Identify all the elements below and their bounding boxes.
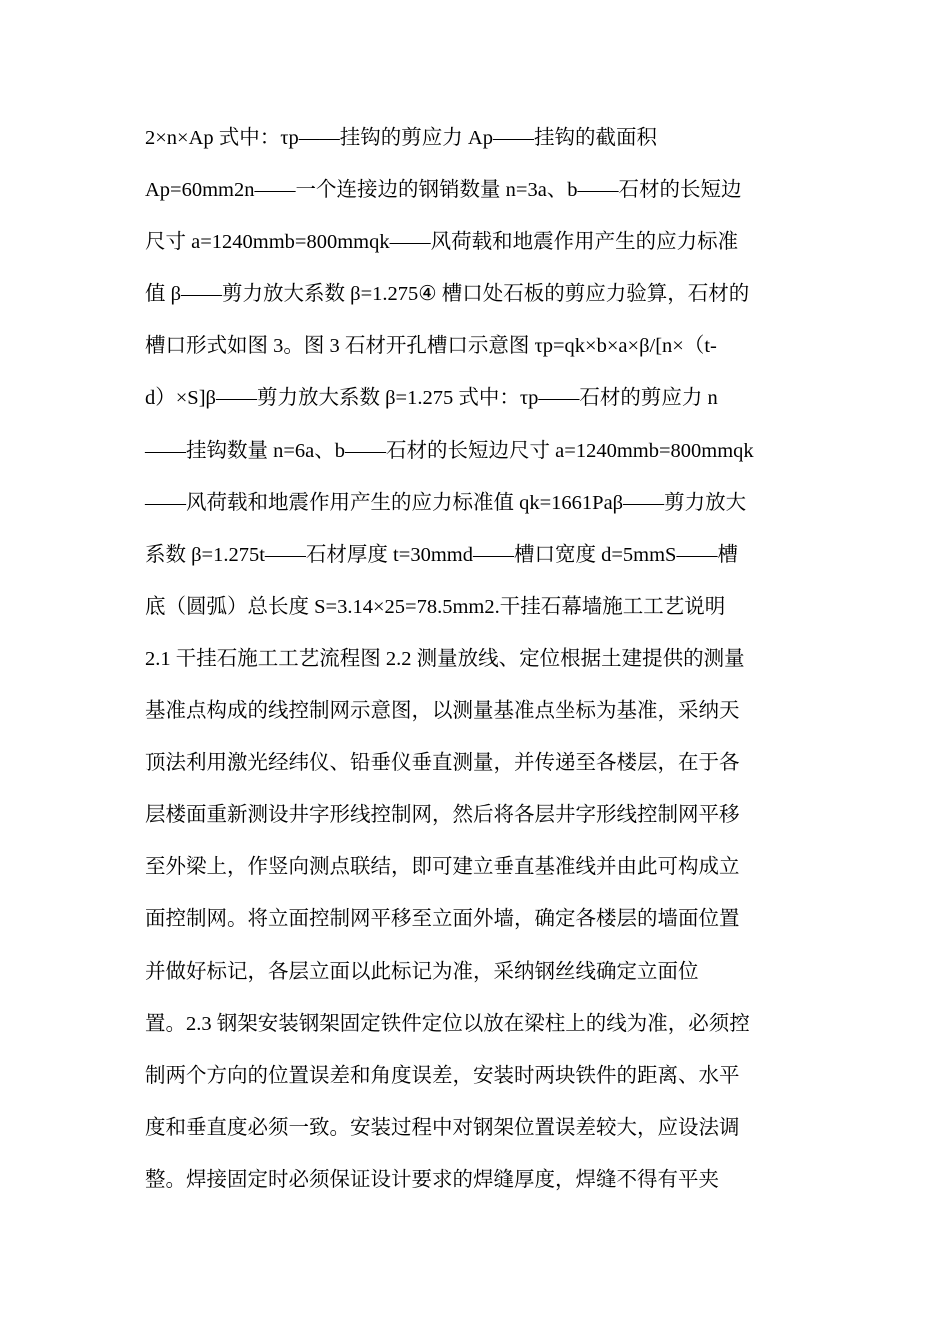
text-line: 基准点构成的线控制网示意图，以测量基准点坐标为基准，采纳天 bbox=[145, 700, 740, 723]
body-text bbox=[145, 118, 810, 1212]
text-line: 底（圆弧）总长度 S=3.14×25=78.5mm2.干挂石幕墙施工工艺说明 bbox=[145, 595, 726, 618]
text-line: 2.1 干挂石施工工艺流程图 2.2 测量放线、定位根据土建提供的测量 bbox=[145, 647, 745, 670]
text-line: d）×S]β——剪力放大系数 β=1.275 式中：τp——石材的剪应力 n bbox=[145, 387, 718, 410]
text-line: 系数 β=1.275t——石材厚度 t=30mmd——槽口宽度 d=5mmS——槽 bbox=[145, 543, 738, 566]
text-line: 槽口形式如图 3。图 3 石材开孔槽口示意图 τp=qk×b×a×β/[n×（t- bbox=[145, 335, 717, 358]
text-line: 度和垂直度必须一致。安装过程中对钢架位置误差较大，应设法调 bbox=[145, 1116, 740, 1139]
text-line: ——风荷载和地震作用产生的应力标准值 qk=1661Paβ——剪力放大 bbox=[145, 491, 747, 514]
text-line: 置。2.3 钢架安装钢架固定铁件定位以放在梁柱上的线为准，必须控 bbox=[145, 1012, 750, 1035]
text-line: 整。焊接固定时必须保证设计要求的焊缝厚度，焊缝不得有平夹 bbox=[145, 1168, 719, 1191]
text-line: 尺寸 a=1240mmb=800mmqk——风荷载和地震作用产生的应力标准 bbox=[145, 231, 739, 254]
text-line: 至外梁上，作竖向测点联结，即可建立垂直基准线并由此可构成立 bbox=[145, 856, 740, 879]
text-line: Ap=60mm2n——一个连接边的钢销数量 n=3a、b——石材的长短边 bbox=[145, 179, 742, 202]
text-line: 并做好标记，各层立面以此标记为准，采纳钢丝线确定立面位 bbox=[145, 960, 699, 983]
text-line: 值 β——剪力放大系数 β=1.275④ 槽口处石板的剪应力验算，石材的 bbox=[145, 283, 750, 306]
text-line: 2×n×Ap 式中：τp——挂钩的剪应力 Ap——挂钩的截面积 bbox=[145, 127, 657, 149]
text-line: 顶法利用激光经纬仪、铅垂仪垂直测量，并传递至各楼层，在于各 bbox=[145, 752, 740, 775]
text-line: 面控制网。将立面控制网平移至立面外墙，确定各楼层的墙面位置 bbox=[145, 908, 740, 931]
text-line: ——挂钩数量 n=6a、b——石材的长短边尺寸 a=1240mmb=800mmqk bbox=[145, 439, 754, 462]
text-line: 层楼面重新测设井字形线控制网，然后将各层井字形线控制网平移 bbox=[145, 804, 740, 827]
text-line: 制两个方向的位置误差和角度误差，安装时两块铁件的距离、水平 bbox=[145, 1064, 740, 1087]
